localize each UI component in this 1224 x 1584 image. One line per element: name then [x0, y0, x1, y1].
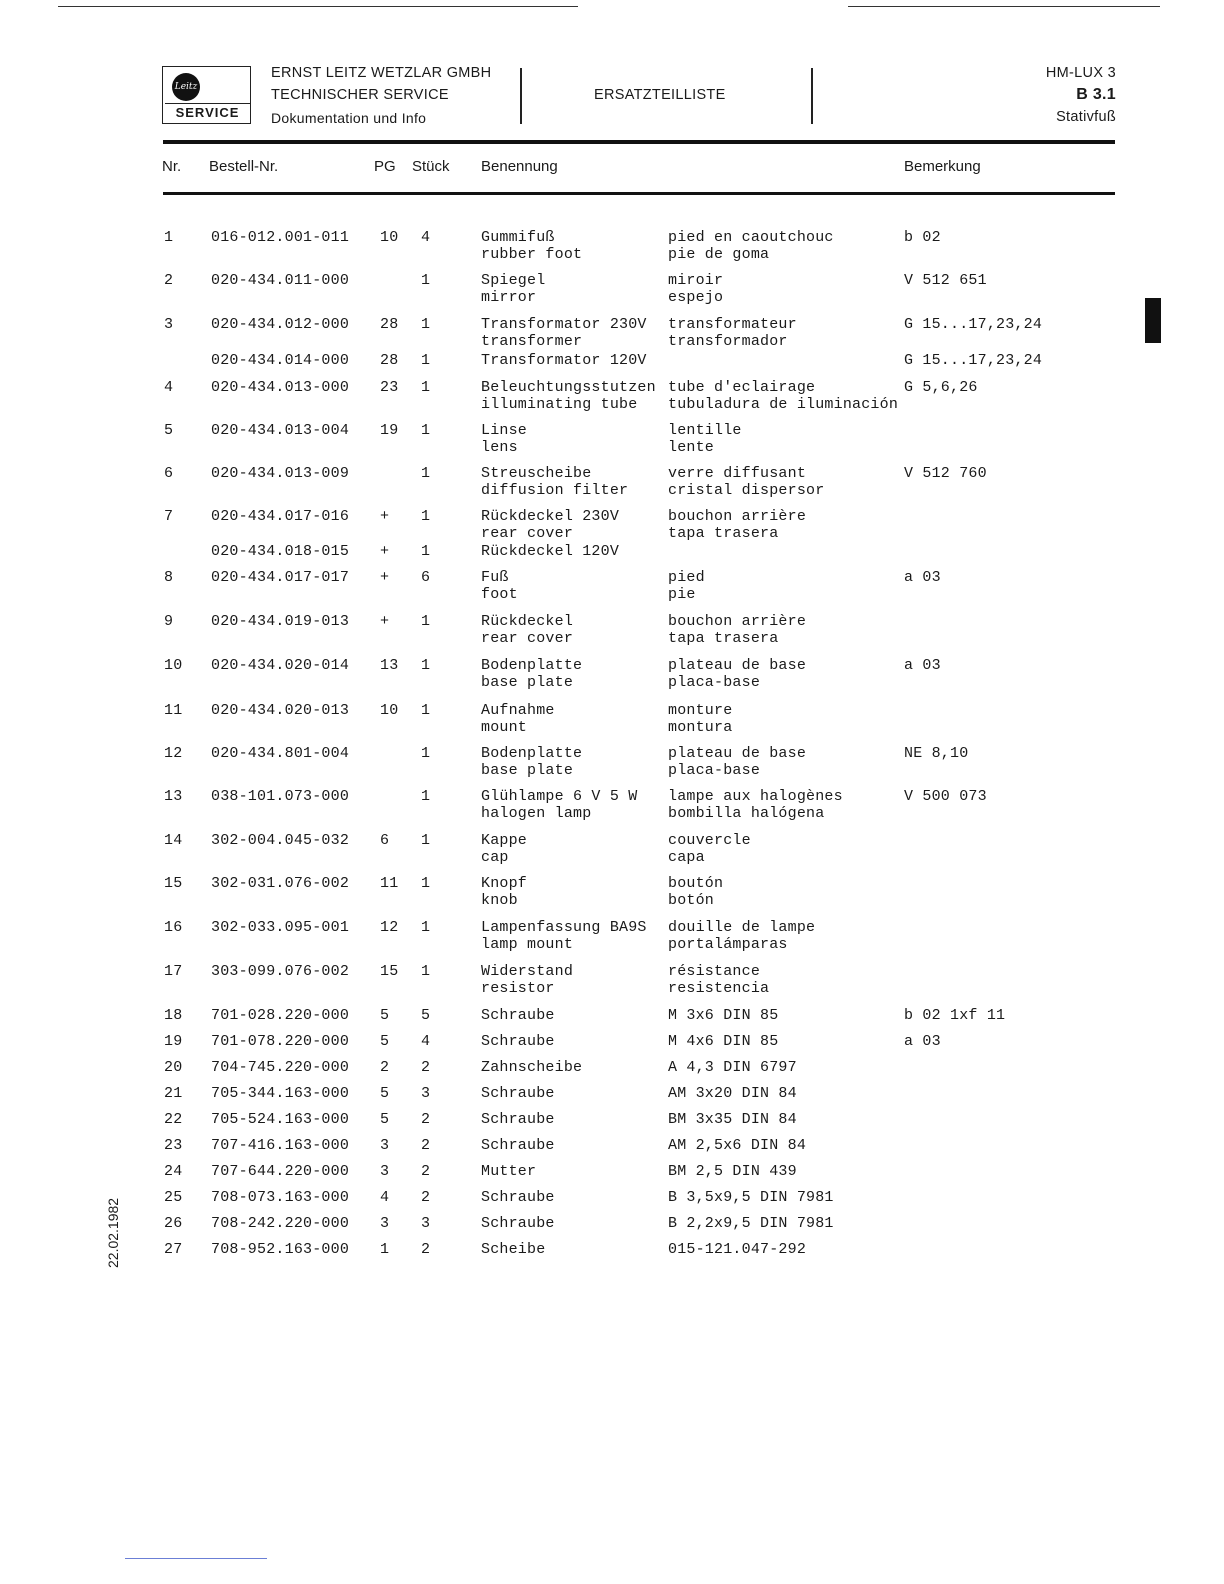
row-pg: 28: [380, 316, 399, 333]
row-pg: 10: [380, 229, 399, 246]
row-order-no: 701-028.220-000: [211, 1007, 350, 1024]
row-qty: 1: [421, 702, 431, 719]
row-qty: 1: [421, 272, 431, 289]
row-qty: 1: [421, 963, 431, 980]
row-name-fr: lentille: [668, 422, 742, 439]
row-name-de: Rückdeckel: [481, 613, 574, 630]
row-name-es: placa-base: [668, 674, 761, 691]
row-remark: G 15...17,23,24: [904, 316, 1043, 333]
row-pg: +: [380, 569, 390, 586]
side-date: 22.02.1982: [105, 1197, 121, 1268]
row-name-de: Bodenplatte: [481, 657, 583, 674]
row-pg: 12: [380, 919, 399, 936]
col-pg: PG: [374, 158, 396, 175]
row-pg: 5: [380, 1033, 390, 1050]
row-nr: 17: [164, 963, 183, 980]
row-order-no: 708-242.220-000: [211, 1215, 350, 1232]
row-name-fr: pied en caoutchouc: [668, 229, 834, 246]
row-pg: +: [380, 543, 390, 560]
row-name-es: botón: [668, 892, 715, 909]
row-name-es: montura: [668, 719, 733, 736]
row-pg: 28: [380, 352, 399, 369]
row-nr: 6: [164, 465, 174, 482]
row-pg: 5: [380, 1007, 390, 1024]
row-name-es: resistencia: [668, 980, 770, 997]
row-pg: 10: [380, 702, 399, 719]
row-name-de: Schraube: [481, 1085, 555, 1102]
row-name-es: tapa trasera: [668, 630, 779, 647]
row-order-no: 020-434.801-004: [211, 745, 350, 762]
row-order-no: 020-434.013-004: [211, 422, 350, 439]
row-name-de: Schraube: [481, 1033, 555, 1050]
row-order-no: 020-434.012-000: [211, 316, 350, 333]
row-name-de: Schraube: [481, 1111, 555, 1128]
row-order-no: 020-434.017-016: [211, 508, 350, 525]
row-name-en: rear cover: [481, 525, 574, 542]
row-qty: 1: [421, 352, 431, 369]
row-name-en: halogen lamp: [481, 805, 592, 822]
row-name-de: Knopf: [481, 875, 528, 892]
row-nr: 19: [164, 1033, 183, 1050]
row-remark: a 03: [904, 569, 941, 586]
row-nr: 3: [164, 316, 174, 333]
col-order-no: Bestell-Nr.: [209, 158, 279, 175]
row-nr: 13: [164, 788, 183, 805]
row-name-de: Streuscheibe: [481, 465, 592, 482]
row-qty: 1: [421, 508, 431, 525]
row-name-en: rear cover: [481, 630, 574, 647]
row-pg: 2: [380, 1059, 390, 1076]
row-qty: 2: [421, 1163, 431, 1180]
row-name-fr: plateau de base: [668, 657, 807, 674]
row-name-de: Beleuchtungsstutzen: [481, 379, 656, 396]
row-order-no: 302-031.076-002: [211, 875, 350, 892]
row-remark: G 15...17,23,24: [904, 352, 1043, 369]
row-qty: 3: [421, 1085, 431, 1102]
leitz-logo-icon: Leitz: [172, 73, 200, 101]
row-order-no: 020-434.013-009: [211, 465, 350, 482]
row-name-es: placa-base: [668, 762, 761, 779]
row-remark: V 500 073: [904, 788, 987, 805]
row-remark: b 02: [904, 229, 941, 246]
row-name-de: Widerstand: [481, 963, 574, 980]
row-name-en: rubber foot: [481, 246, 583, 263]
row-name-de: Lampenfassung BA9S: [481, 919, 647, 936]
row-name-en: base plate: [481, 674, 574, 691]
row-remark: V 512 651: [904, 272, 987, 289]
row-remark: b 02 1xf 11: [904, 1007, 1006, 1024]
row-nr: 14: [164, 832, 183, 849]
section-code: B 3.1: [1076, 86, 1116, 103]
row-name-de: Schraube: [481, 1137, 555, 1154]
department: TECHNISCHER SERVICE: [271, 87, 449, 103]
row-order-no: 020-434.014-000: [211, 352, 350, 369]
row-name-en: base plate: [481, 762, 574, 779]
row-pg: 13: [380, 657, 399, 674]
row-name-en: cap: [481, 849, 509, 866]
row-name-en: lamp mount: [481, 936, 574, 953]
row-pg: 5: [380, 1111, 390, 1128]
row-order-no: 016-012.001-011: [211, 229, 350, 246]
company-name: ERNST LEITZ WETZLAR GMBH: [271, 65, 492, 81]
row-name-de: Spiegel: [481, 272, 546, 289]
row-remark: NE 8,10: [904, 745, 969, 762]
row-nr: 24: [164, 1163, 183, 1180]
row-name-fr: couvercle: [668, 832, 751, 849]
doc-info: Dokumentation und Info: [271, 110, 427, 126]
column-header-rule: [163, 192, 1115, 195]
row-name-de: Transformator 120V: [481, 352, 647, 369]
row-order-no: 302-033.095-001: [211, 919, 350, 936]
margin-marker: [1145, 298, 1161, 343]
service-label: SERVICE: [165, 103, 250, 122]
row-name-en: foot: [481, 586, 518, 603]
row-order-no: 708-952.163-000: [211, 1241, 350, 1258]
row-name-es: portalámparas: [668, 936, 788, 953]
row-name-de: Rückdeckel 120V: [481, 543, 620, 560]
row-name-fr: AM 2,5x6 DIN 84: [668, 1137, 807, 1154]
top-border-line: [58, 6, 578, 7]
row-pg: 5: [380, 1085, 390, 1102]
row-name-de: Zahnscheibe: [481, 1059, 583, 1076]
row-name-fr: verre diffusant: [668, 465, 807, 482]
row-nr: 8: [164, 569, 174, 586]
row-name-de: Fuß: [481, 569, 509, 586]
row-name-de: Kappe: [481, 832, 528, 849]
row-nr: 26: [164, 1215, 183, 1232]
row-qty: 3: [421, 1215, 431, 1232]
row-pg: 3: [380, 1163, 390, 1180]
row-name-fr: bouchon arrière: [668, 613, 807, 630]
row-nr: 11: [164, 702, 183, 719]
row-name-es: pie de goma: [668, 246, 770, 263]
bottom-blue-line: [125, 1558, 267, 1559]
row-nr: 27: [164, 1241, 183, 1258]
row-name-es: bombilla halógena: [668, 805, 825, 822]
row-nr: 4: [164, 379, 174, 396]
col-qty: Stück: [412, 158, 450, 175]
row-name-fr: A 4,3 DIN 6797: [668, 1059, 797, 1076]
row-pg: 15: [380, 963, 399, 980]
row-name-es: pie: [668, 586, 696, 603]
row-name-de: Gummifuß: [481, 229, 555, 246]
row-name-de: Linse: [481, 422, 528, 439]
row-name-fr: résistance: [668, 963, 761, 980]
row-name-de: Bodenplatte: [481, 745, 583, 762]
row-name-fr: AM 3x20 DIN 84: [668, 1085, 797, 1102]
row-order-no: 705-524.163-000: [211, 1111, 350, 1128]
row-name-en: mount: [481, 719, 528, 736]
row-order-no: 302-004.045-032: [211, 832, 350, 849]
row-name-en: mirror: [481, 289, 537, 306]
row-name-fr: B 2,2x9,5 DIN 7981: [668, 1215, 834, 1232]
row-name-fr: douille de lampe: [668, 919, 816, 936]
row-name-fr: miroir: [668, 272, 724, 289]
row-qty: 5: [421, 1007, 431, 1024]
row-name-de: Glühlampe 6 V 5 W: [481, 788, 638, 805]
row-qty: 1: [421, 316, 431, 333]
row-order-no: 701-078.220-000: [211, 1033, 350, 1050]
row-remark: a 03: [904, 1033, 941, 1050]
row-name-fr: tube d'eclairage: [668, 379, 816, 396]
row-name-de: Schraube: [481, 1007, 555, 1024]
product-name: HM-LUX 3: [1045, 65, 1116, 81]
row-order-no: 020-434.019-013: [211, 613, 350, 630]
row-qty: 1: [421, 543, 431, 560]
row-pg: 11: [380, 875, 399, 892]
row-name-de: Mutter: [481, 1163, 537, 1180]
col-remark: Bemerkung: [904, 158, 981, 175]
row-pg: 3: [380, 1215, 390, 1232]
row-qty: 1: [421, 875, 431, 892]
row-order-no: 020-434.018-015: [211, 543, 350, 560]
top-border-line-right: [848, 6, 1160, 7]
row-qty: 1: [421, 465, 431, 482]
row-name-fr: BM 2,5 DIN 439: [668, 1163, 797, 1180]
row-nr: 21: [164, 1085, 183, 1102]
row-name-en: diffusion filter: [481, 482, 629, 499]
header-divider-right: [811, 68, 813, 124]
row-order-no: 707-416.163-000: [211, 1137, 350, 1154]
row-qty: 4: [421, 1033, 431, 1050]
row-remark: a 03: [904, 657, 941, 674]
header-rule: [163, 140, 1115, 144]
row-pg: +: [380, 613, 390, 630]
row-qty: 1: [421, 745, 431, 762]
row-name-en: illuminating tube: [481, 396, 638, 413]
row-nr: 5: [164, 422, 174, 439]
row-order-no: 707-644.220-000: [211, 1163, 350, 1180]
row-qty: 4: [421, 229, 431, 246]
row-remark: G 5,6,26: [904, 379, 978, 396]
row-nr: 10: [164, 657, 183, 674]
row-nr: 16: [164, 919, 183, 936]
row-qty: 1: [421, 657, 431, 674]
row-name-fr: bouchon arrière: [668, 508, 807, 525]
row-name-en: lens: [481, 439, 518, 456]
row-pg: 1: [380, 1241, 390, 1258]
row-name-de: Schraube: [481, 1215, 555, 1232]
row-nr: 22: [164, 1111, 183, 1128]
row-name-de: Schraube: [481, 1189, 555, 1206]
header-divider-left: [520, 68, 522, 124]
row-qty: 2: [421, 1059, 431, 1076]
row-name-fr: monture: [668, 702, 733, 719]
row-name-es: tapa trasera: [668, 525, 779, 542]
row-order-no: 020-434.011-000: [211, 272, 350, 289]
row-name-de: Aufnahme: [481, 702, 555, 719]
row-name-en: knob: [481, 892, 518, 909]
row-name-de: Rückdeckel 230V: [481, 508, 620, 525]
row-pg: 19: [380, 422, 399, 439]
row-name-fr: M 4x6 DIN 85: [668, 1033, 779, 1050]
row-name-de: Transformator 230V: [481, 316, 647, 333]
row-qty: 2: [421, 1189, 431, 1206]
row-qty: 6: [421, 569, 431, 586]
row-order-no: 704-745.220-000: [211, 1059, 350, 1076]
row-name-fr: B 3,5x9,5 DIN 7981: [668, 1189, 834, 1206]
row-qty: 1: [421, 788, 431, 805]
row-nr: 20: [164, 1059, 183, 1076]
row-order-no: 020-434.020-014: [211, 657, 350, 674]
row-qty: 1: [421, 613, 431, 630]
row-nr: 9: [164, 613, 174, 630]
row-remark: V 512 760: [904, 465, 987, 482]
row-nr: 1: [164, 229, 174, 246]
row-pg: 23: [380, 379, 399, 396]
col-nr: Nr.: [162, 158, 182, 175]
row-pg: +: [380, 508, 390, 525]
row-order-no: 020-434.017-017: [211, 569, 350, 586]
row-name-fr: transformateur: [668, 316, 797, 333]
row-name-es: espejo: [668, 289, 724, 306]
row-order-no: 020-434.013-000: [211, 379, 350, 396]
row-name-fr: boutón: [668, 875, 724, 892]
row-name-es: capa: [668, 849, 705, 866]
row-name-en: transformer: [481, 333, 583, 350]
row-name-fr: M 3x6 DIN 85: [668, 1007, 779, 1024]
row-order-no: 705-344.163-000: [211, 1085, 350, 1102]
row-name-de: Scheibe: [481, 1241, 546, 1258]
row-nr: 12: [164, 745, 183, 762]
row-name-es: cristal dispersor: [668, 482, 825, 499]
row-order-no: 708-073.163-000: [211, 1189, 350, 1206]
row-name-es: tubuladura de iluminación: [668, 396, 899, 413]
row-name-fr: BM 3x35 DIN 84: [668, 1111, 797, 1128]
row-nr: 7: [164, 508, 174, 525]
row-order-no: 038-101.073-000: [211, 788, 350, 805]
row-name-fr: plateau de base: [668, 745, 807, 762]
row-nr: 18: [164, 1007, 183, 1024]
row-nr: 23: [164, 1137, 183, 1154]
doc-title: ERSATZTEILLISTE: [594, 87, 726, 103]
row-nr: 25: [164, 1189, 183, 1206]
row-name-en: resistor: [481, 980, 555, 997]
row-name-fr: pied: [668, 569, 705, 586]
row-pg: 3: [380, 1137, 390, 1154]
row-qty: 2: [421, 1111, 431, 1128]
row-name-es: lente: [668, 439, 715, 456]
row-name-fr: lampe aux halogènes: [668, 788, 843, 805]
subsection-title: Stativfuß: [1056, 109, 1116, 125]
row-name-es: transformador: [668, 333, 788, 350]
row-order-no: 303-099.076-002: [211, 963, 350, 980]
row-qty: 2: [421, 1137, 431, 1154]
row-qty: 1: [421, 379, 431, 396]
leitz-service-logo: [162, 66, 251, 124]
row-pg: 6: [380, 832, 390, 849]
row-name-fr: 015-121.047-292: [668, 1241, 807, 1258]
row-qty: 2: [421, 1241, 431, 1258]
col-name: Benennung: [481, 158, 558, 175]
row-order-no: 020-434.020-013: [211, 702, 350, 719]
row-nr: 15: [164, 875, 183, 892]
row-pg: 4: [380, 1189, 390, 1206]
row-nr: 2: [164, 272, 174, 289]
row-qty: 1: [421, 832, 431, 849]
row-qty: 1: [421, 422, 431, 439]
row-qty: 1: [421, 919, 431, 936]
